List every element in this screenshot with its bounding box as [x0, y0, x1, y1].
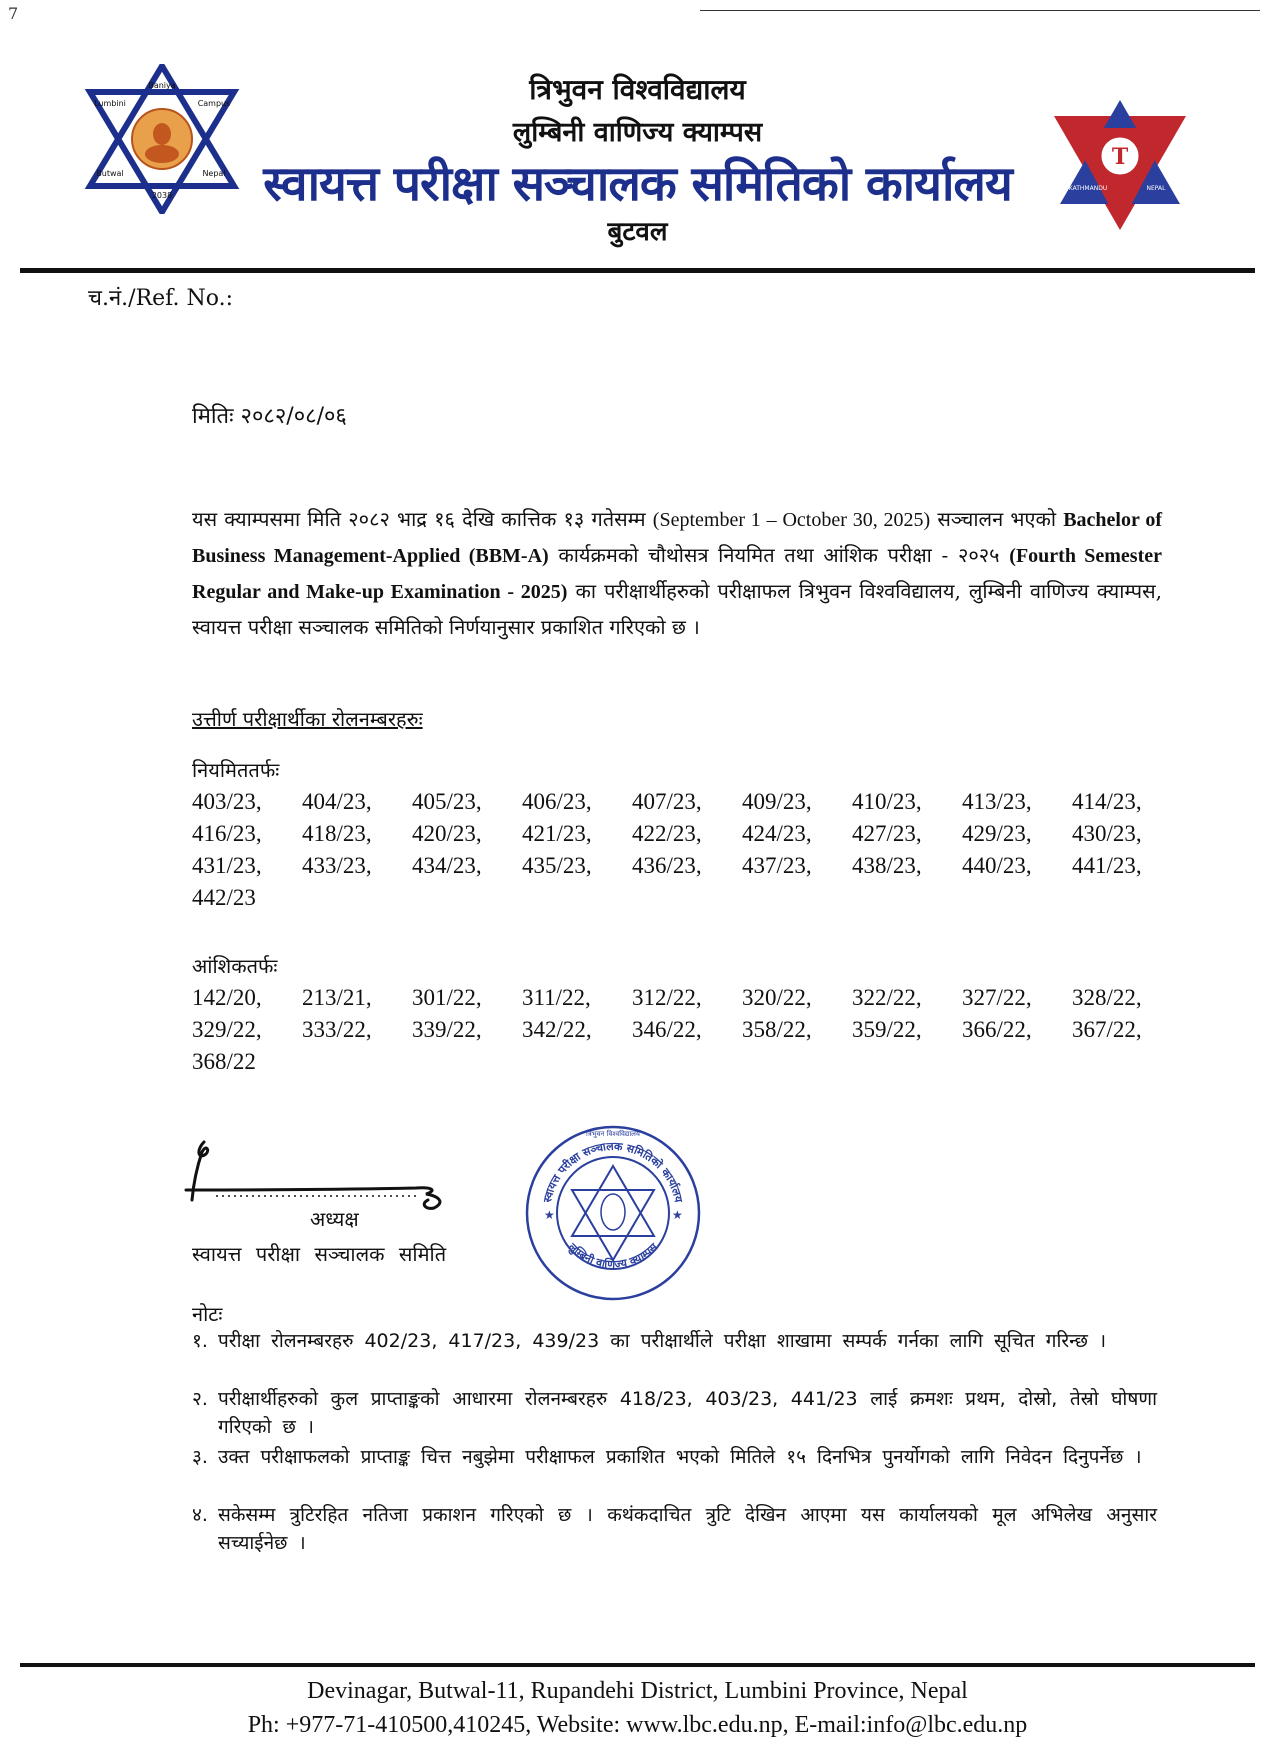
logo-left-lt: Lumbini [94, 99, 126, 108]
note-item [192, 1385, 1157, 1441]
roll-number: 410/23, [852, 789, 922, 814]
note-item [192, 1501, 1157, 1557]
office-title: स्वायत्त परीक्षा सञ्चालक समितिको कार्यालय [263, 156, 1012, 212]
seal-ring-bottom: लुम्बिनी वाणिज्य क्याम्पस [565, 1240, 661, 1272]
roll-number: 442/23 [192, 885, 256, 910]
intro-p4: Bachelor of Business Management-Applied (BBM-A) [192, 509, 1162, 567]
logo-right-left: KATHMANDU [1068, 185, 1108, 192]
roll-number: 430/23, [1072, 821, 1142, 846]
roll-number: 431/23, [192, 853, 262, 878]
issue-date: मितिः २०८२/०८/०६ [192, 404, 347, 429]
roll-number: 413/23, [962, 789, 1032, 814]
roll-number: 437/23, [742, 853, 812, 878]
intro-p6: (Fourth Semester Regular and Make-up Examination - 2025) [192, 545, 1163, 603]
roll-number: 421/23, [522, 821, 592, 846]
intro-p5: कार्यक्रमको चौथोसत्र नियमित तथा आंशिक परीक्षा - २०२५ [558, 543, 1000, 567]
roll-number: 407/23, [632, 789, 702, 814]
logo-left-rb: Nepal [202, 169, 226, 178]
roll-number: 403/23, [192, 789, 262, 814]
intro-p3: सञ्चालन भएको [937, 507, 1057, 531]
logo-right-right: NEPAL [1146, 185, 1166, 192]
footer-contact: Ph: +977-71-410500,410245, Website: www.lbc.edu.np, E-mail:info@lbc.edu.np [247, 1712, 1028, 1738]
roll-number: 406/23, [522, 789, 592, 814]
university-name: त्रिभुवन विश्वविद्यालय [529, 73, 746, 106]
roll-number: 213/21, [302, 985, 372, 1010]
roll-number: 404/23, [302, 789, 372, 814]
note-text: परीक्षार्थीहरुको कुल प्राप्ताङ्कको आधारमा रोलनम्बरहरु 418/23, 403/23, 441/23 लाई क्रमशः प्रथम, दोस्रो, तेस्रो घोषणा गरिएको छ । [218, 1388, 1157, 1438]
seal-ring-top: स्वायत्त परीक्षा सञ्चालक समितिको कार्यालय [540, 1139, 686, 1204]
office-seal [522, 1122, 704, 1304]
intro-paragraph [192, 502, 1162, 645]
logo-left-bottom: 2038 [151, 191, 173, 200]
logo-left-lb: Butwal [96, 169, 124, 178]
roll-number: 422/23, [632, 821, 702, 846]
roll-number: 416/23, [192, 821, 262, 846]
logo-left-rt: Campus [197, 99, 231, 108]
seal-emblem-icon [601, 1194, 625, 1230]
partial-rolls [192, 982, 1152, 1078]
seal-top-small: त्रिभुवन विश्वविद्यालय [586, 1130, 640, 1138]
note-number: ४. [192, 1504, 208, 1526]
roll-number: 368/22 [192, 1049, 256, 1074]
roll-number: 342/22, [522, 1017, 592, 1042]
roll-number: 409/23, [742, 789, 812, 814]
note-number: २. [192, 1388, 208, 1410]
corner-mark: 7 [8, 4, 19, 23]
roll-number: 420/23, [412, 821, 482, 846]
footer-rule [20, 1663, 1255, 1667]
partial-label: आंशिकतर्फः [192, 954, 278, 978]
note-number: १. [192, 1330, 208, 1352]
intro-p7: का परीक्षार्थीहरुको परीक्षाफल त्रिभुवन विश्वविद्यालय, लुम्बिनी वाणिज्य क्याम्पस, स्वायत्त परीक्षा सञ्चालक समितिको निर्णयानुसार प्रकाशित गरिएको छ । [192, 579, 1162, 639]
roll-number: 327/22, [962, 985, 1032, 1010]
logo-right-center: T [1111, 144, 1129, 170]
note-item [192, 1327, 1157, 1355]
roll-number: 358/22, [742, 1017, 812, 1042]
campus-name: लुम्बिनी वाणिज्य क्याम्पस [512, 117, 763, 148]
roll-number: 436/23, [632, 853, 702, 878]
note-text: सकेसम्म त्रुटिरहित नतिजा प्रकाशन गरिएको छ । कथंकदाचित त्रुटि देखिन आएमा यस कार्यालयको मूल अभिलेख अनुसार सच्याईनेछ । [218, 1504, 1157, 1554]
roll-number: 414/23, [1072, 789, 1142, 814]
roll-number: 441/23, [1072, 853, 1142, 878]
city-name: बुटवल [607, 217, 668, 247]
roll-number: 435/23, [522, 853, 592, 878]
roll-number: 301/22, [412, 985, 482, 1010]
logo-left-top: Baniya [148, 81, 176, 90]
tu-logo [1052, 98, 1188, 232]
intro-p1: यस क्याम्पसमा मिति २०८२ भाद्र १६ देखि कात्तिक १३ गतेसम्म [192, 507, 646, 531]
seal-star-icon: ★ [672, 1208, 683, 1222]
roll-number: 438/23, [852, 853, 922, 878]
roll-number: 424/23, [742, 821, 812, 846]
roll-number: 440/23, [962, 853, 1032, 878]
note-item [192, 1443, 1157, 1471]
roll-number: 322/22, [852, 985, 922, 1010]
roll-number: 329/22, [192, 1017, 262, 1042]
roll-number: 418/23, [302, 821, 372, 846]
intro-p2: (September 1 – October 30, 2025) [652, 509, 931, 531]
roll-number: 429/23, [962, 821, 1032, 846]
roll-number: 405/23, [412, 789, 482, 814]
note-text: परीक्षा रोलनम्बरहरु 402/23, 417/23, 439/23 का परीक्षार्थीले परीक्षा शाखामा सम्पर्क गर्नका लागि सूचित गरिन्छ । [218, 1330, 1107, 1352]
roll-number: 333/22, [302, 1017, 372, 1042]
footer-address: Devinagar, Butwal-11, Rupandehi District, Lumbini Province, Nepal [307, 1678, 968, 1704]
roll-number: 339/22, [412, 1017, 482, 1042]
passed-heading: उत्तीर्ण परीक्षार्थीका रोलनम्बरहरुः [192, 707, 423, 731]
notes-label: नोटः [192, 1302, 223, 1326]
signatory-title: अध्यक्ष [310, 1207, 359, 1231]
regular-label: नियमिततर्फः [192, 758, 280, 782]
header-rule [20, 268, 1255, 273]
roll-number: 142/20, [192, 985, 262, 1010]
roll-number: 359/22, [852, 1017, 922, 1042]
seal-star-icon: ★ [544, 1208, 555, 1222]
roll-number: 320/22, [742, 985, 812, 1010]
roll-number: 427/23, [852, 821, 922, 846]
roll-number: 311/22, [522, 985, 591, 1010]
roll-number: 433/23, [302, 853, 372, 878]
regular-rolls [192, 786, 1152, 914]
ref-number: च.नं./Ref. No.: [88, 286, 234, 311]
note-number: ३. [192, 1446, 208, 1468]
roll-number: 366/22, [962, 1017, 1032, 1042]
signatory-org: स्वायत्त परीक्षा सञ्चालक समिति [192, 1242, 447, 1266]
note-text: उक्त परीक्षाफलको प्राप्ताङ्क चित्त नबुझेमा परीक्षाफल प्रकाशित भएको मितिले १५ दिनभित्र पुनर्योगको लागि निवेदन दिनुपर्नेछ । [218, 1446, 1142, 1468]
roll-number: 328/22, [1072, 985, 1142, 1010]
roll-number: 346/22, [632, 1017, 702, 1042]
roll-number: 312/22, [632, 985, 702, 1010]
roll-number: 434/23, [412, 853, 482, 878]
signature [176, 1130, 476, 1215]
top-scan-rule [700, 10, 1260, 11]
roll-number: 367/22, [1072, 1017, 1142, 1042]
